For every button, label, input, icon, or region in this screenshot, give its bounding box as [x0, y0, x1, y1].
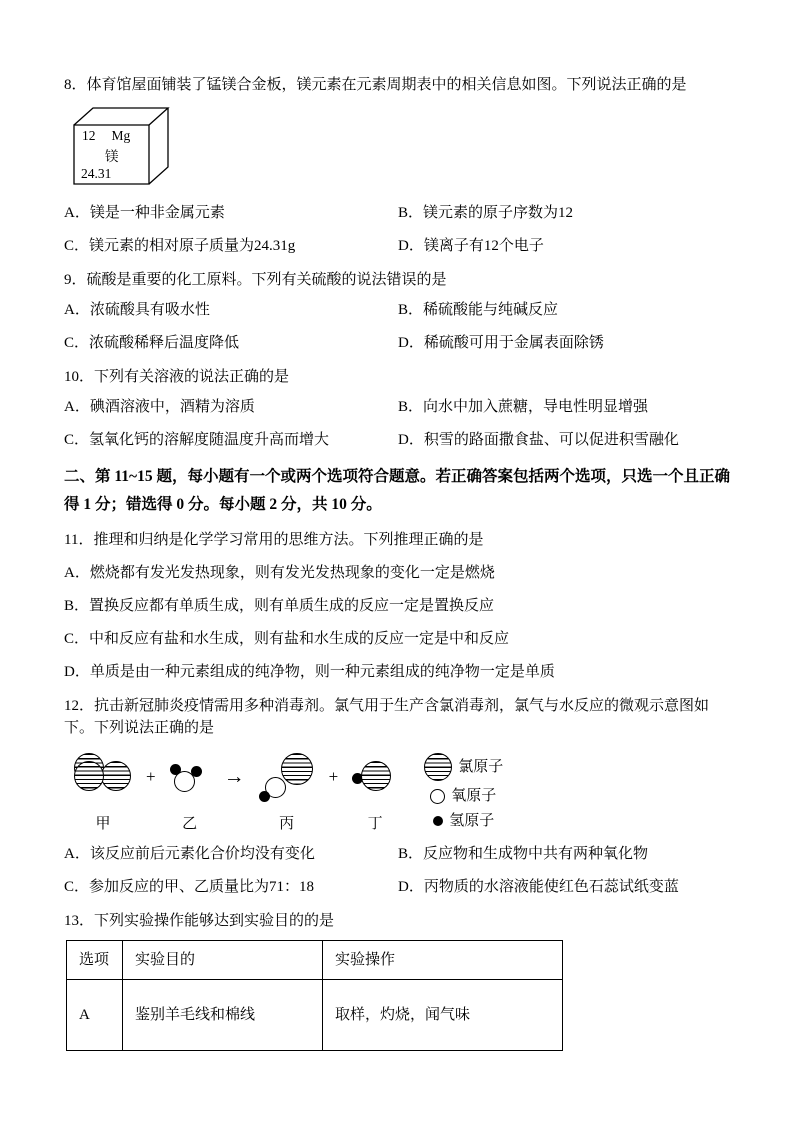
question-8-options [64, 202, 732, 257]
exam-page [64, 0, 732, 1051]
question-13 [64, 910, 732, 1051]
legend-label: 氯原子 [458, 759, 504, 775]
section-2-heading: 二、第 11~15 题，每小题有一个或两个选项符合题意。若正确答案包括两个选项，只选一个且正确得 1 分；错选得 0 分。每小题 2 分，共 10 分。 [64, 468, 730, 513]
element-name: 镁 [105, 149, 119, 164]
option-a: A．该反应前后元素化合价均没有变化 [64, 846, 315, 862]
option-b: B．镁元素的原子序数为12 [398, 205, 574, 221]
atom-legend [424, 753, 503, 831]
option-c: C．中和反应有盐和水生成，则有盐和水生成的反应一定是中和反应 [64, 631, 510, 647]
question-11-stem: 11．推理和归纳是化学学习常用的思维方法。下列推理正确的是 [64, 532, 484, 548]
question-11-options [64, 562, 732, 683]
molecule-bing-column [259, 753, 315, 833]
atomic-number: 12 [82, 128, 96, 143]
legend-chlorine [424, 753, 503, 781]
question-12-options [64, 843, 732, 898]
label-ding: 丁 [367, 816, 383, 832]
question-9 [64, 269, 732, 354]
plus-sign: + [328, 767, 339, 786]
cell-purpose: 鉴别羊毛线和棉线 [123, 980, 323, 1051]
question-8 [64, 74, 732, 257]
option-c: C．浓硫酸稀释后温度降低 [64, 335, 240, 351]
question-10 [64, 366, 732, 451]
molecule-yi-column [170, 753, 210, 833]
option-c: C．参加反应的甲、乙质量比为71：18 [64, 879, 315, 895]
reaction-arrow-icon: → [223, 764, 245, 788]
label-bing: 丙 [279, 816, 295, 832]
reaction-micro-diagram [74, 753, 732, 833]
option-b: B．稀硫酸能与纯碱反应 [398, 302, 559, 318]
question-10-stem: 10．下列有关溶液的说法正确的是 [64, 369, 290, 385]
legend-label: 氢原子 [449, 813, 495, 829]
col-header-operation: 实验操作 [323, 941, 563, 980]
cell-option: A [67, 980, 123, 1051]
molecule-h2o [170, 753, 210, 805]
chlorine-atom-icon [424, 753, 452, 781]
option-d: D．单质是由一种元素组成的纯净物，则一种元素组成的纯净物一定是单质 [64, 664, 555, 680]
element-info [75, 125, 149, 183]
cell-operation: 取样，灼烧，闻气味 [323, 980, 563, 1051]
table-row [67, 980, 563, 1051]
hydrogen-atom-icon [259, 791, 270, 802]
option-d: D．镁离子有12个电子 [398, 238, 544, 254]
hydrogen-atom-icon [433, 816, 443, 826]
experiment-table [66, 940, 563, 1051]
atomic-mass: 24.31 [81, 166, 112, 181]
molecule-hclo [259, 753, 315, 805]
label-yi: 乙 [182, 816, 198, 832]
element-number-symbol [75, 125, 149, 144]
molecule-ding-column [352, 753, 398, 833]
option-d: D．丙物质的水溶液能使红色石蕊试纸变蓝 [398, 879, 679, 895]
molecule-hcl [352, 753, 398, 805]
molecule-cl2 [74, 753, 132, 805]
option-c: C．氢氧化钙的溶解度随温度升高而增大 [64, 432, 330, 448]
question-12-stem: 12．抗击新冠肺炎疫情需用多种消毒剂。氯气用于生产含氯消毒剂，氯气与水反应的微观示意图如下。下列说法正确的是 [64, 698, 710, 736]
legend-oxygen [424, 786, 503, 806]
question-9-stem: 9．硫酸是重要的化工原料。下列有关硫酸的说法错误的是 [64, 272, 447, 288]
option-a: A．燃烧都有发光发热现象，则有发光发热现象的变化一定是燃烧 [64, 565, 495, 581]
option-d: D．稀硫酸可用于金属表面除锈 [398, 335, 604, 351]
option-b: B．置换反应都有单质生成，则有单质生成的反应一定是置换反应 [64, 598, 495, 614]
option-a: A．碘酒溶液中，酒精为溶质 [64, 399, 255, 415]
chlorine-atom-icon [101, 761, 131, 791]
option-b: B．向水中加入蔗糖，导电性明显增强 [398, 399, 649, 415]
question-8-stem: 8．体育馆屋面铺装了锰镁合金板，镁元素在元素周期表中的相关信息如图。下列说法正确的是 [64, 77, 687, 93]
hydrogen-atom-icon [170, 764, 181, 775]
chlorine-atom-icon [74, 761, 104, 791]
question-12 [64, 695, 732, 898]
element-box-mg [68, 104, 170, 188]
option-c: C．镁元素的相对原子质量为24.31g [64, 238, 296, 254]
question-10-options [64, 396, 732, 451]
option-b: B．反应物和生成物中共有两种氧化物 [398, 846, 649, 862]
question-13-stem: 13．下列实验操作能够达到实验目的的是 [64, 913, 335, 929]
question-9-options [64, 299, 732, 354]
question-11 [64, 529, 732, 683]
oxygen-atom-icon [430, 789, 445, 804]
chlorine-atom-icon [281, 753, 313, 785]
chlorine-atom-icon [361, 761, 391, 791]
option-a: A．浓硫酸具有吸水性 [64, 302, 210, 318]
element-symbol: Mg [111, 128, 131, 143]
col-header-purpose: 实验目的 [123, 941, 323, 980]
col-header-option: 选项 [67, 941, 123, 980]
option-d: D．积雪的路面撒食盐、可以促进积雪融化 [398, 432, 679, 448]
molecule-jia-column [74, 753, 132, 833]
label-jia: 甲 [95, 816, 111, 832]
plus-sign: + [146, 767, 156, 786]
legend-hydrogen [424, 811, 503, 831]
hydrogen-atom-icon [191, 766, 202, 777]
legend-label: 氧原子 [451, 788, 497, 804]
option-a: A．镁是一种非金属元素 [64, 205, 225, 221]
table-header-row [67, 941, 563, 980]
